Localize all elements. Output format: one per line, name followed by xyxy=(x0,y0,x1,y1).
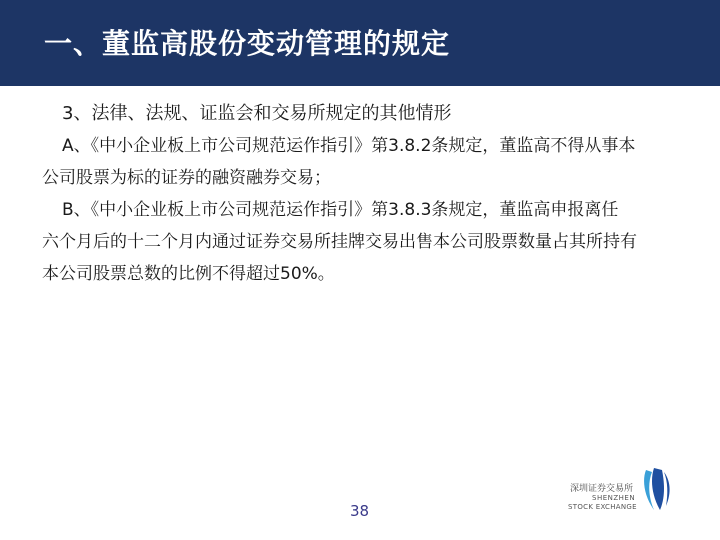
subheading: 3、法律、法规、证监会和交易所规定的其他情形 xyxy=(62,103,452,124)
szse-logo-icon xyxy=(640,466,674,512)
logo-name-en-1: SHENZHEN xyxy=(592,494,636,502)
item-b-line-2: 六个月后的十二个月内通过证券交易所挂牌交易出售本公司股票数量占其所持有 xyxy=(42,232,637,252)
logo-name-cn: 深圳证券交易所 xyxy=(570,484,634,494)
slide-content xyxy=(42,98,682,290)
item-b-line-1: B、《中小企业板上市公司规范运作指引》第3.8.3条规定，董监高申报离任 xyxy=(62,200,619,220)
item-b-line-3: 本公司股票总数的比例不得超过50%。 xyxy=(42,264,335,284)
item-a-line-1: A、《中小企业板上市公司规范运作指引》第3.8.2条规定，董监高不得从事本 xyxy=(62,136,636,156)
slide-header xyxy=(0,0,720,86)
item-a-line-2: 公司股票为标的证券的融资融券交易； xyxy=(42,168,331,188)
page-number: 38 xyxy=(350,502,370,520)
slide-title: 一、董监高股份变动管理的规定 xyxy=(44,27,451,60)
logo-name-en-2: STOCK EXCHANGE xyxy=(568,503,637,511)
